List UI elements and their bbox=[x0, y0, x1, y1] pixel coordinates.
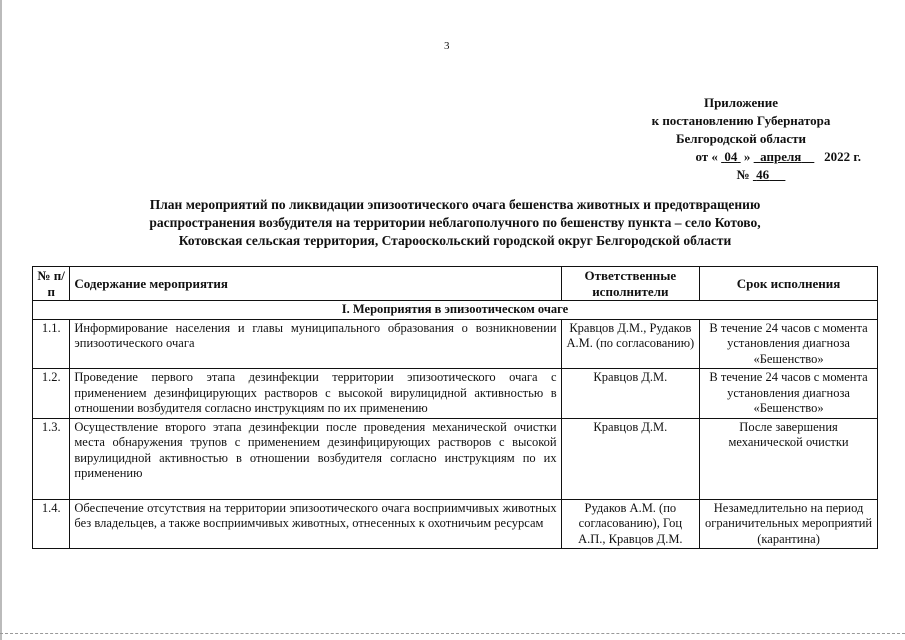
appendix-line3: Белгородской области bbox=[675, 131, 807, 146]
row-term: После завершения механической очистки bbox=[700, 418, 878, 499]
scan-edge bbox=[0, 0, 2, 640]
table-row bbox=[33, 418, 878, 499]
date-prefix: от « bbox=[695, 149, 718, 164]
row-num: 1.1. bbox=[33, 319, 70, 369]
decree-number: 46 bbox=[756, 167, 770, 182]
scan-artifact bbox=[0, 633, 905, 638]
row-responsible: Рудаков А.М. (по согласованию), Гоц А.П., Кравцов Д.М. bbox=[561, 499, 699, 549]
section-row bbox=[33, 301, 878, 320]
date-month: апреля bbox=[760, 149, 802, 164]
document-title bbox=[60, 196, 850, 250]
title-line1: План мероприятий по ликвидации эпизоотического очага бешенства животных и предотвращению bbox=[149, 197, 761, 212]
page-number: 3 bbox=[444, 40, 450, 52]
appendix-line1: Приложение bbox=[703, 95, 779, 110]
row-content: Информирование населения и главы муниципального образования о возникновении эпизоотического очага bbox=[70, 319, 561, 369]
header-responsible: Ответственные исполнители bbox=[561, 267, 699, 301]
row-content: Проведение первого этапа дезинфекции территории эпизоотического очага с применением дезинфицирующих растворов с высокой вирулицидной активностью в отношении возбудителя согласно инструкциям по их применению bbox=[70, 369, 561, 419]
row-content: Осуществление второго этапа дезинфекции после проведения механической очистки места обнаружения трупов с применением дезинфицирующих растворов с высокой вирулицидной активностью в отношении возбудителя согласно инструкциям по их применению bbox=[70, 418, 561, 499]
row-num: 1.4. bbox=[33, 499, 70, 549]
title-line2: распространения возбудителя на территории неблагополучного по бешенству пункта – село Котово, bbox=[149, 215, 761, 230]
section-title: I. Мероприятия в эпизоотическом очаге bbox=[33, 301, 878, 320]
appendix-number: № 46 bbox=[736, 167, 770, 182]
row-responsible: Кравцов Д.М., Рудаков А.М. (по согласованию) bbox=[561, 319, 699, 369]
date-mid: » bbox=[743, 149, 751, 164]
header-num: № п/п bbox=[33, 267, 70, 301]
appendix-date bbox=[621, 148, 861, 166]
table-row bbox=[33, 369, 878, 419]
table-row bbox=[33, 319, 878, 369]
title-line3: Котовская сельская территория, Старооскольский городской округ Белгородской области bbox=[178, 233, 732, 248]
date-day: 04 bbox=[724, 149, 738, 164]
appendix-block bbox=[621, 94, 861, 184]
table-header-row bbox=[33, 267, 878, 301]
row-term: В течение 24 часов с момента установления диагноза «Бешенство» bbox=[700, 369, 878, 419]
appendix-line2: к постановлению Губернатора bbox=[651, 113, 831, 128]
header-content: Содержание мероприятия bbox=[70, 267, 561, 301]
row-num: 1.3. bbox=[33, 418, 70, 499]
row-responsible: Кравцов Д.М. bbox=[561, 369, 699, 419]
row-term: В течение 24 часов с момента установления диагноза «Бешенство» bbox=[700, 319, 878, 369]
header-term: Срок исполнения bbox=[700, 267, 878, 301]
row-responsible: Кравцов Д.М. bbox=[561, 418, 699, 499]
row-num: 1.2. bbox=[33, 369, 70, 419]
table-row bbox=[33, 499, 878, 549]
row-content: Обеспечение отсутствия на территории эпизоотического очага восприимчивых животных без владельцев, а также восприимчивых животных, отнесенных к охотничьим ресурсам bbox=[70, 499, 561, 549]
date-year: 2022 г. bbox=[824, 149, 861, 164]
measures-table bbox=[32, 266, 878, 549]
row-term: Незамедлительно на период ограничительных мероприятий (карантина) bbox=[700, 499, 878, 549]
